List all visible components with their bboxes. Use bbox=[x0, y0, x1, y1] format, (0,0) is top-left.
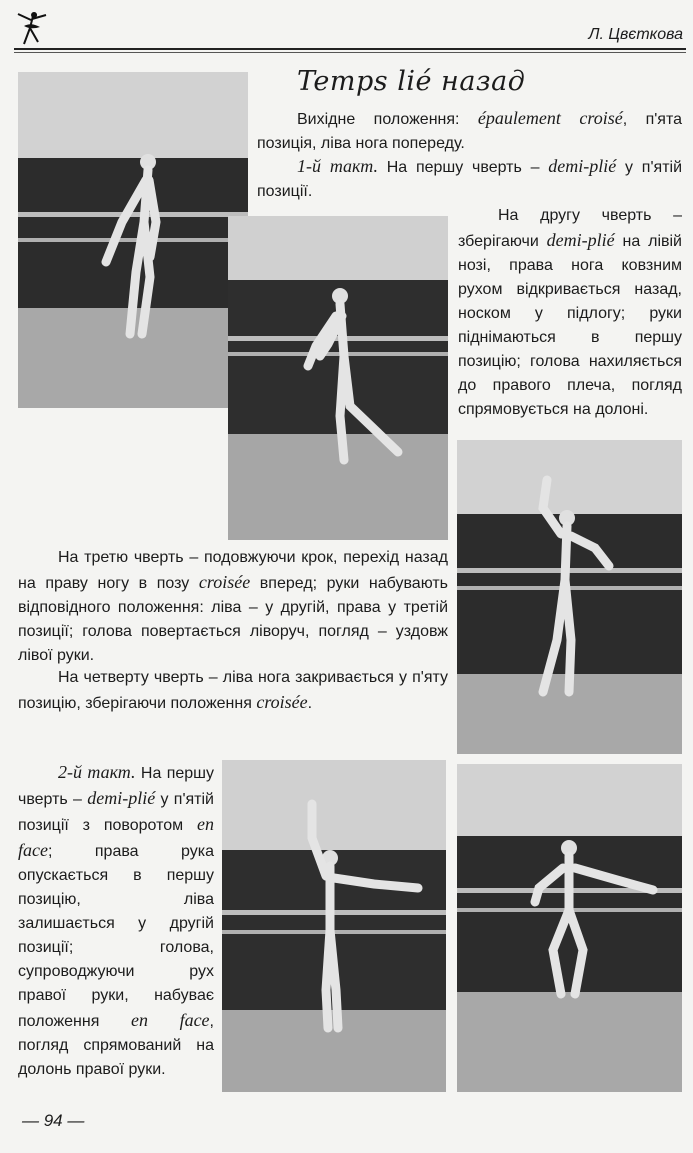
header-rule bbox=[14, 48, 686, 50]
photo-3 bbox=[457, 440, 682, 754]
paragraph-starting-position: Вихідне положення: épaulement croisé, п'ята позиція, ліва нога попереду. bbox=[257, 108, 683, 152]
paragraph-bar-1-count-1: 1-й такт. На першу чверть – demi-plié у п'ятій позиції. bbox=[257, 156, 683, 200]
header-rule-thin bbox=[14, 52, 686, 53]
author-name: Л. Цвєткова bbox=[588, 26, 683, 43]
paragraph-bar-2-count-1: 2-й такт. На першу чверть – demi-plié у п'ятій позиції з поворотом en face; права рука опускається в першу позицію, ліва залишається у другій позиції; голова, супроводжуючи рух правої руки, набуває положення en face, погляд спрямований на долонь правої руки. bbox=[18, 762, 214, 1078]
paragraph-count-4: На четверту чверть – ліва нога закривається у п'яту позицію, зберігаючи положення croisée. bbox=[18, 669, 448, 712]
photo-4 bbox=[222, 760, 446, 1092]
photo-2 bbox=[228, 216, 448, 540]
ballerina-logo-icon bbox=[14, 6, 50, 46]
paragraph-count-2: На другу чверть – зберігаючи demi-plié на лівій нозі, права нога ковзним рухом відкривається назад, носком у підлогу; руки піднімаються в першу позицію; голова нахиляється до правого плеча, погляд спрямовується на долоні. bbox=[458, 207, 682, 418]
section-title: Temps lié назад bbox=[297, 66, 526, 97]
page-number: — 94 — bbox=[22, 1111, 85, 1130]
photo-5 bbox=[457, 764, 682, 1092]
photo-1 bbox=[18, 72, 248, 408]
paragraph-count-3: На третю чверть – подовжуючи крок, перехід назад на праву ногу в позу croisée вперед; руки набувають відповідного положення: ліва – у другій, права у третій позиції; голова повертається ліворуч, погляд – уздовж лівої руки. bbox=[18, 549, 449, 664]
